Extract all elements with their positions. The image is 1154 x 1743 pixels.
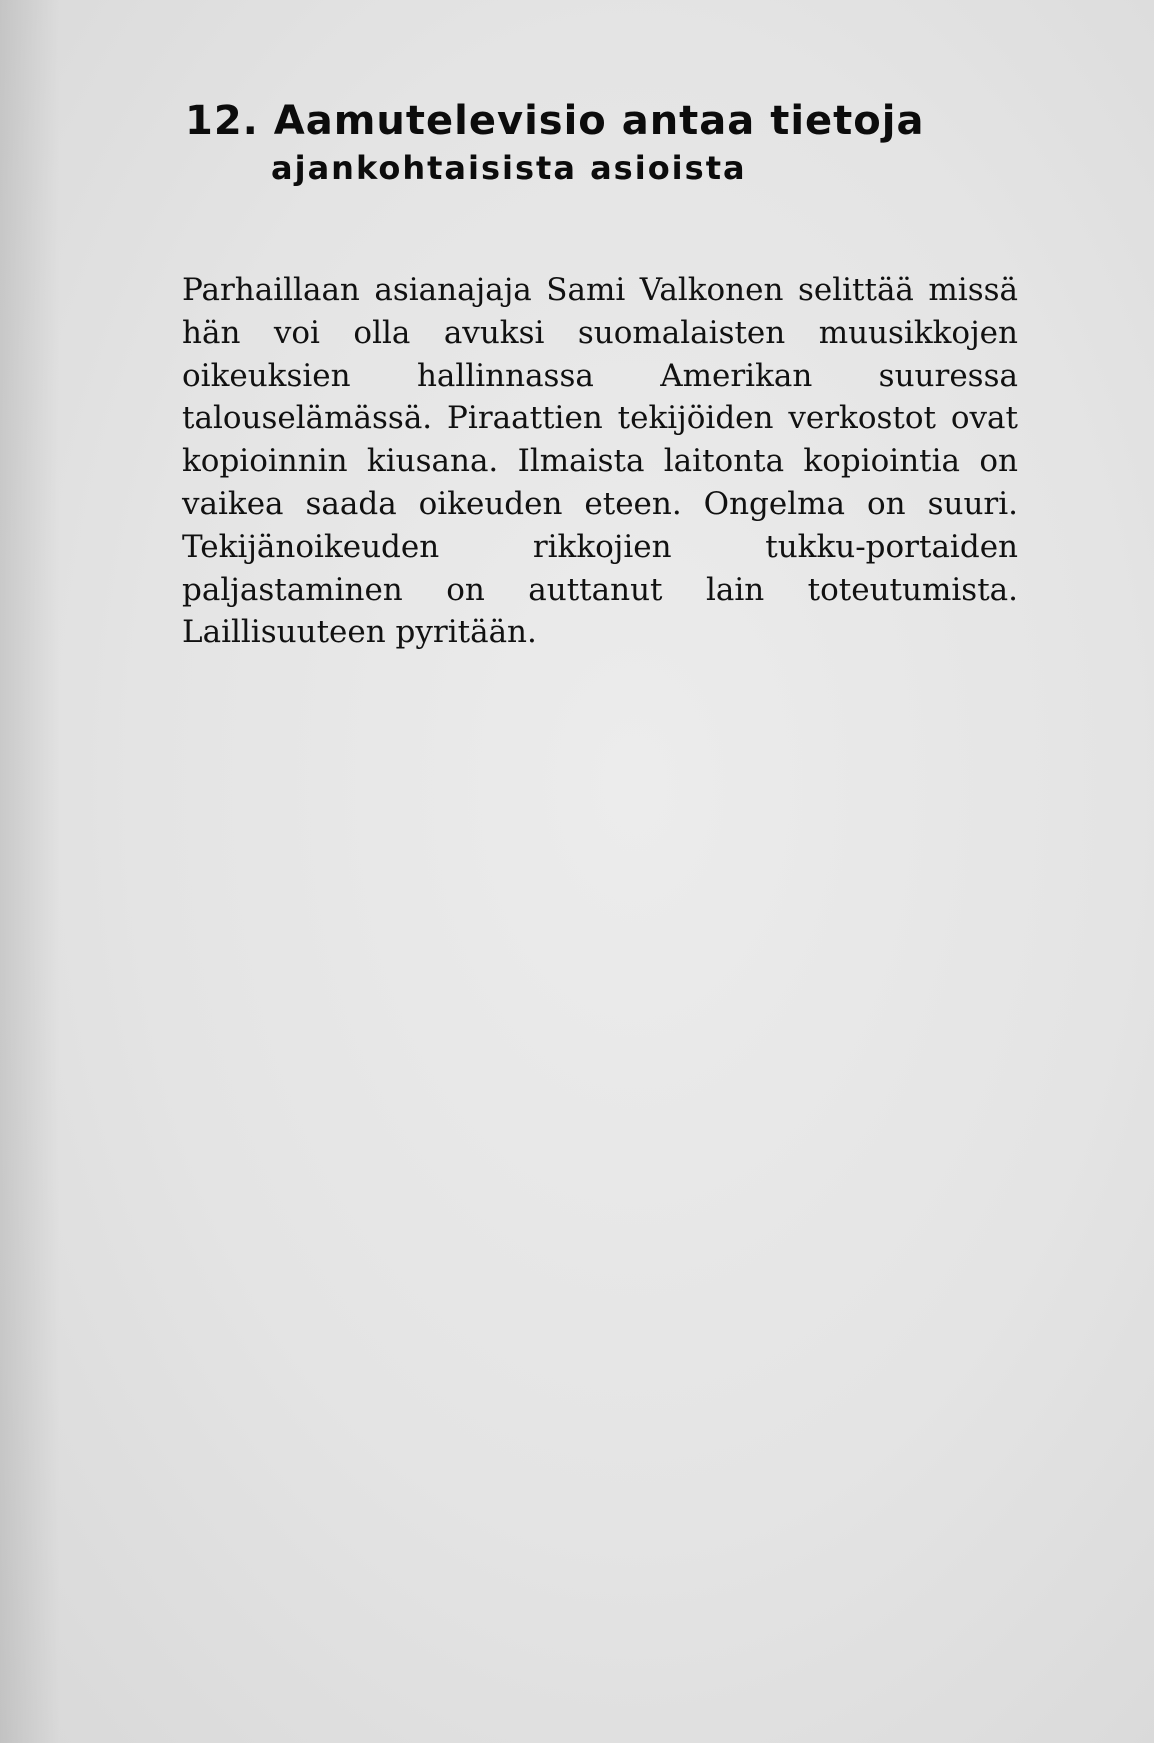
chapter-title-line-2: ajankohtaisista asioista — [271, 149, 747, 187]
body-paragraph: Parhaillaan asianajaja Sami Valkonen selittää missä hän voi olla avuksi suomalaisten muusikkojen oikeuksien hallinnassa Amerikan suuressa talouselämässä. Piraattien tekijöiden verkostot ovat kopioinnin kiusana. Ilmaista laitonta kopiointia on vaikea saada oikeuden eteen. Ongelma on suuri. Tekijänoikeuden rikkojien tukku-portaiden paljastaminen on auttanut lain toteutumista. Laillisuuteen pyritään. — [182, 272, 1018, 651]
chapter-heading — [185, 95, 1085, 189]
chapter-number: 12. — [185, 98, 259, 144]
chapter-title-main: Aamutelevisio antaa tietoja — [273, 98, 925, 144]
page-edge-shadow — [0, 0, 60, 1743]
chapter-title-line-1 — [185, 95, 1085, 147]
